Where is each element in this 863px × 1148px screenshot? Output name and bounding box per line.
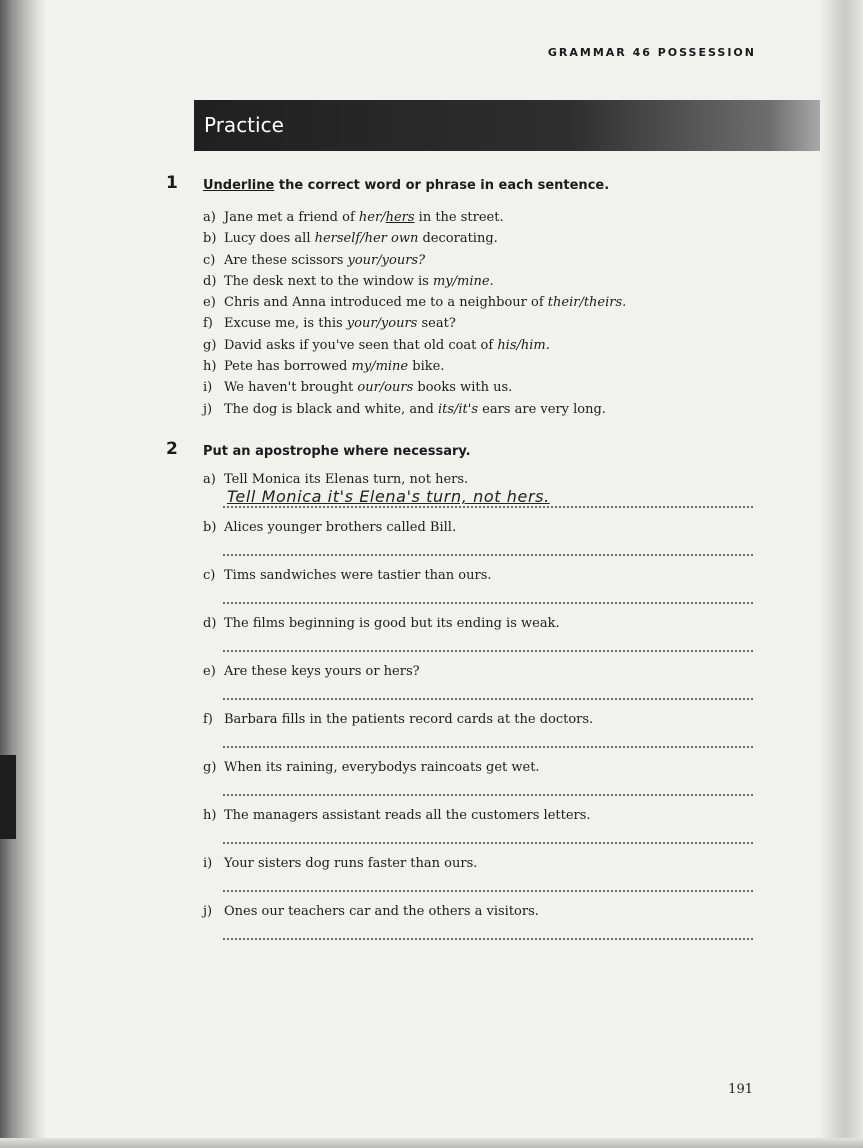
answer-line[interactable] (223, 938, 753, 940)
handwritten-answer: Tell Monica it's Elena's turn, not hers. (227, 487, 550, 506)
exercise-1-list (203, 207, 626, 420)
word-choice[interactable] (548, 295, 627, 310)
item-letter: j) (203, 401, 213, 417)
answer-line[interactable] (223, 842, 753, 844)
item-letter: i) (203, 856, 213, 871)
page-number: 191 (728, 1082, 753, 1097)
question-text: Ones our teachers car and the others a visitors. (224, 904, 539, 919)
item-letter: a) (203, 472, 216, 487)
word-choice[interactable] (438, 402, 478, 417)
page-gutter-shadow (0, 0, 46, 1148)
item-letter: c) (203, 568, 216, 583)
word-choice[interactable] (357, 380, 413, 395)
choice-a[interactable]: its/it's (437, 401, 479, 417)
sentence-after: decorating. (418, 231, 498, 247)
question-text: The films beginning is good but its ending is weak. (224, 616, 560, 631)
exercise-2-item (203, 854, 593, 902)
exercise-1-number: 1 (166, 173, 178, 193)
answer-line[interactable] (223, 698, 753, 700)
question-text: Tell Monica its Elenas turn, not hers. (224, 472, 469, 487)
item-letter: b) (203, 520, 217, 535)
item-letter: b) (203, 231, 217, 247)
item-letter: e) (203, 664, 216, 679)
page-edge-right (819, 0, 863, 1148)
answer-line[interactable] (223, 554, 753, 556)
item-letter: c) (203, 252, 216, 268)
sentence-after: books with us. (413, 380, 513, 396)
exercise-1-item (203, 207, 626, 228)
word-choice[interactable] (347, 316, 418, 331)
exercise-2-list (203, 470, 593, 950)
exercise-1-item (203, 228, 626, 249)
item-letter: g) (203, 760, 217, 775)
sentence-before: We haven't brought (224, 380, 358, 396)
choice-b[interactable]: hers (385, 210, 415, 225)
exercise-1-instruction (203, 178, 609, 193)
answer-line[interactable] (223, 602, 753, 604)
item-letter: h) (203, 359, 217, 375)
sentence-before: The desk next to the window is (224, 273, 433, 289)
sentence-before: Pete has borrowed (224, 359, 352, 375)
item-letter: a) (203, 210, 216, 225)
sentence-before: Chris and Anna introduced me to a neighbour of (224, 295, 548, 311)
choice-a[interactable]: his/him. (497, 337, 550, 353)
sentence-after: in the street. (414, 210, 504, 225)
exercise-1-item (203, 313, 626, 334)
word-choice[interactable] (433, 274, 494, 289)
sentence-before: Jane met a friend of (224, 210, 359, 225)
question-text: Tims sandwiches were tastier than ours. (224, 568, 492, 583)
question-text: Barbara fills in the patients record cards at the doctors. (224, 712, 594, 727)
exercise-2-item (203, 614, 593, 662)
practice-banner (194, 100, 820, 151)
sentence-after: bike. (408, 359, 445, 375)
question-text: When its raining, everybodys raincoats get wet. (224, 760, 540, 775)
answer-line[interactable] (223, 506, 753, 508)
sentence-after: ears are very long. (478, 401, 606, 417)
exercise-1-item (203, 335, 626, 356)
sentence-before: David asks if you've seen that old coat of (224, 337, 498, 353)
question-text: Your sisters dog runs faster than ours. (224, 856, 478, 871)
exercise-1-item (203, 356, 626, 377)
running-head: GRAMMAR 46 POSSESSION (547, 46, 756, 59)
sentence-after: seat? (417, 316, 456, 332)
sentence-before: The dog is black and white, and (224, 401, 438, 417)
sentence-before: Are these scissors (224, 252, 348, 268)
item-letter: e) (203, 295, 216, 311)
exercise-2-item (203, 566, 593, 614)
exercise-2-instruction: Put an apostrophe where necessary. (203, 444, 471, 459)
item-letter: j) (203, 904, 213, 919)
exercise-2-number: 2 (166, 439, 178, 459)
answer-line[interactable] (223, 890, 753, 892)
exercise-1-item (203, 377, 626, 398)
answer-line[interactable] (223, 794, 753, 796)
choice-a[interactable]: your/yours? (347, 252, 426, 268)
exercise-2-item (203, 902, 593, 950)
choice-a[interactable]: herself/her own (314, 231, 419, 247)
instruction-keyword: Underline (203, 178, 275, 193)
instruction-text: the correct word or phrase in each sentence. (274, 178, 610, 193)
exercise-1-item (203, 250, 626, 271)
choice-a[interactable]: your/yours (346, 316, 418, 332)
choice-a[interactable]: their/theirs. (547, 295, 627, 311)
exercise-2-item (203, 806, 593, 854)
exercise-2-item (203, 518, 593, 566)
choice-a[interactable]: my/mine. (432, 273, 494, 289)
item-letter: g) (203, 337, 217, 353)
exercise-1-item (203, 292, 626, 313)
sentence-before: Excuse me, is this (224, 316, 347, 332)
exercise-1-item (203, 271, 626, 292)
word-choice[interactable] (497, 338, 550, 353)
question-text: The managers assistant reads all the customers letters. (224, 808, 591, 823)
banner-title: Practice (204, 113, 284, 137)
item-letter: i) (203, 380, 213, 396)
answer-line[interactable] (223, 746, 753, 748)
item-letter: d) (203, 616, 217, 631)
question-text: Are these keys yours or hers? (224, 664, 420, 679)
choice-a[interactable]: her/ (358, 210, 386, 225)
exercise-2-item (203, 758, 593, 806)
answer-line[interactable] (223, 650, 753, 652)
word-choice[interactable] (352, 359, 409, 374)
exercise-1-item (203, 399, 626, 420)
item-letter: d) (203, 273, 217, 289)
item-letter: f) (203, 712, 213, 727)
page-edge-bottom (0, 1138, 863, 1148)
exercise-2-item (203, 662, 593, 710)
question-text: Alices younger brothers called Bill. (224, 520, 457, 535)
binding-mark (0, 755, 16, 839)
word-choice[interactable] (348, 253, 426, 268)
sentence-before: Lucy does all (224, 231, 315, 247)
word-choice[interactable] (315, 231, 419, 246)
choice-a[interactable]: our/ours (357, 380, 414, 396)
item-letter: h) (203, 808, 217, 823)
exercise-2-item (203, 710, 593, 758)
exercise-2-item (203, 470, 593, 518)
word-choice[interactable] (359, 210, 415, 225)
item-letter: f) (203, 316, 213, 332)
choice-a[interactable]: my/mine (351, 359, 409, 375)
